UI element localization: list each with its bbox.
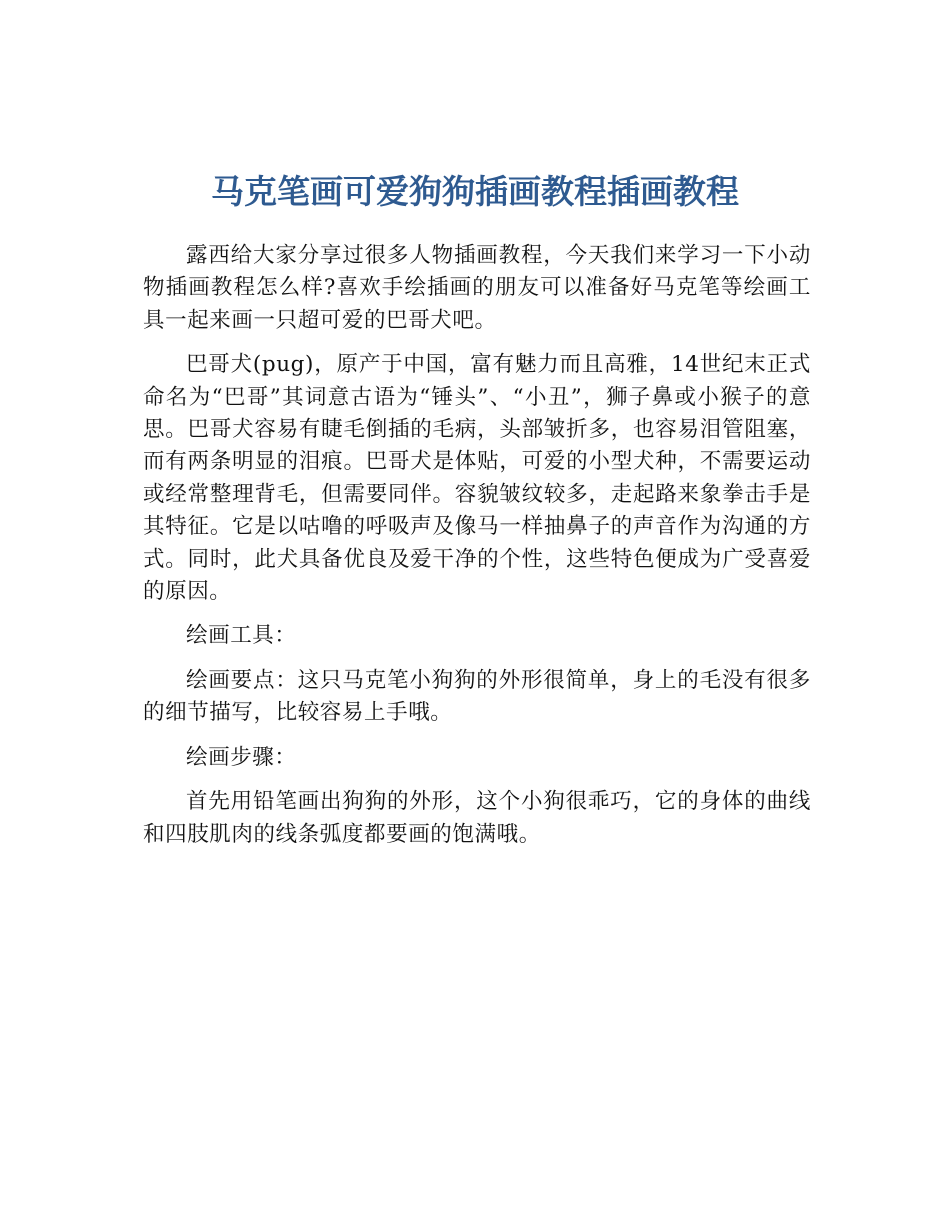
document-title: 马克笔画可爱狗狗插画教程插画教程 (211, 172, 739, 212)
paragraph-pug-description: 巴哥犬(pug)，原产于中国，富有魅力而且高雅，14世纪末正式命名为“巴哥”其词意古语为“锤头”、“小丑”，狮子鼻或小猴子的意思。巴哥犬容易有睫毛倒插的毛病，头部皱折多，也容易泪管阻塞，而有两条明显的泪痕。巴哥犬是体贴，可爱的小型犬种，不需要运动或经常整理背毛，但需要同伴。容貌皱纹较多，走起路来象拳击手是其特征。它是以咕噜的呼吸声及像马一样抽鼻子的声音作为沟通的方式。同时，此犬具备优良及爱干净的个性，这些特色便成为广受喜爱的原因。 (143, 352, 811, 605)
paragraph-step-one: 首先用铅笔画出狗狗的外形，这个小狗很乖巧，它的身体的曲线和四肢肌肉的线条弧度都要画的饱满哦。 (143, 789, 811, 847)
paragraph-drawing-tips: 绘画要点：这只马克笔小狗狗的外形很简单，身上的毛没有很多的细节描写，比较容易上手哦。 (143, 667, 811, 726)
paragraph-drawing-steps: 绘画步骤： (186, 744, 297, 770)
paragraph-drawing-tools: 绘画工具： (186, 623, 297, 649)
paragraph-intro: 露西给大家分享过很多人物插画教程，今天我们来学习一下小动物插画教程怎么样?喜欢手绘插画的朋友可以准备好马克笔等绘画工具一起来画一只超可爱的巴哥犬吧。 (143, 243, 811, 333)
document-body (143, 240, 811, 863)
